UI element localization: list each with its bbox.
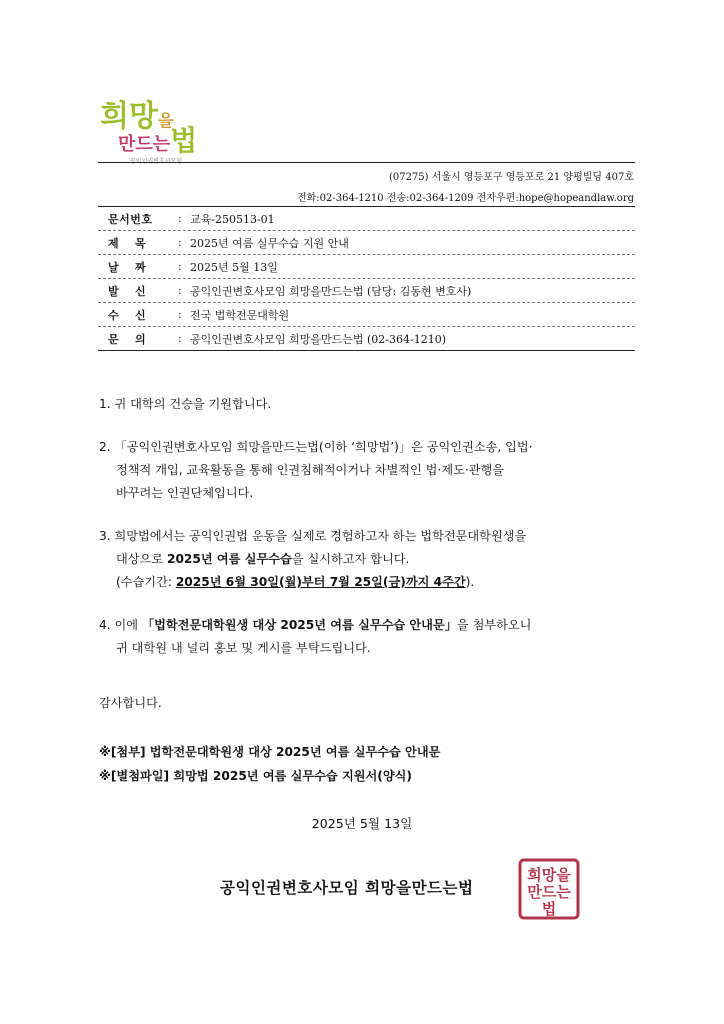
- meta-row-doc-number: 문서번호 : 교육-250513-01: [98, 207, 635, 231]
- meta-row-sender: 발 신 : 공익인권변호사모임 희망을만드는법 (담당: 김동현 변호사): [98, 279, 635, 303]
- paragraph-4: 4. 이에 「법학전문대학원생 대상 2025년 여름 실무수습 안내문」을 첨부하오니 귀 대학원 내 널리 홍보 및 게시를 부탁드립니다.: [99, 618, 532, 655]
- meta-value: 공익인권변호사모임 희망을만드는법 (담당: 김동현 변호사): [190, 284, 472, 298]
- meta-row-inquiry: 문 의 : 공익인권변호사모임 희망을만드는법 (02-364-1210): [98, 327, 635, 350]
- training-period: 2025년 6월 30일(월)부터 7월 25일(금)까지 4주간: [175, 575, 466, 589]
- header-rule: [98, 162, 635, 163]
- paragraph-2: 2. 「공익인권변호사모임 희망을만드는법(이하 ‘희망법’)」은 공익인권소송, 입법· 정책적 개입, 교육활동을 통해 인권침해적이거나 차별적인 법·제도·관행을 바꾸려는 인권단체입니다.: [99, 440, 533, 500]
- header-contact: 전화:02-364-1210 전송:02-364-1209 전자우편:hope@hopeandlaw.org: [296, 193, 634, 204]
- closing-thanks: 감사합니다.: [99, 696, 162, 710]
- header-address: (07275) 서울시 영등포구 영등포로 21 양평빌딩 407호: [388, 172, 634, 183]
- meta-label: 수 신: [108, 308, 147, 322]
- meta-label: 문서번호: [108, 212, 153, 226]
- logo-line1: 희망을: [100, 99, 174, 134]
- svg-text:법: 법: [541, 900, 557, 918]
- letter-body: [99, 393, 632, 680]
- meta-value: 전국 법학전문대학원: [190, 308, 290, 322]
- issuer-name: 공익인권변호사모임 희망을만드는법: [220, 879, 474, 897]
- paragraph-1: 1. 귀 대학의 건승을 기원합니다.: [99, 397, 272, 411]
- attachment-item: ※[별첨파일] 희망법 2025년 여름 실무수습 지원서(양식): [99, 769, 412, 783]
- logo-sub: 공익인권변호사모임: [130, 158, 183, 165]
- meta-row-recipient: 수 신 : 전국 법학전문대학원: [98, 303, 635, 327]
- official-seal: [517, 857, 581, 921]
- meta-label: 발 신: [108, 284, 147, 298]
- header-address-block: [297, 167, 634, 209]
- meta-value: 교육-250513-01: [190, 212, 275, 226]
- attachments-list: [99, 740, 440, 788]
- meta-label: 제 목: [108, 236, 147, 250]
- logo-line2: 만드는법: [118, 124, 198, 157]
- meta-value: 2025년 5월 13일: [190, 260, 278, 274]
- meta-row-subject: 제 목 : 2025년 여름 실무수습 지원 안내: [98, 231, 635, 255]
- paragraph-3: 3. 희망법에서는 공익인권법 운동을 실제로 경험하고자 하는 법학전문대학원생을 대상으로 2025년 여름 실무수습을 실시하고자 합니다. (수습기간: 2025년 6월 30일(월)부터 7월 25일(금)까지 4주간).: [99, 529, 527, 589]
- signature-date: 2025년 5월 13일: [311, 816, 413, 831]
- attachment-item: ※[첨부] 법학전문대학원생 대상 2025년 여름 실무수습 안내문: [99, 745, 441, 759]
- meta-label: 날 짜: [108, 260, 147, 274]
- hopeandlaw-logo: [100, 90, 240, 170]
- meta-value: 공익인권변호사모임 희망을만드는법 (02-364-1210): [190, 332, 447, 346]
- svg-text:만드는: 만드는: [527, 883, 571, 901]
- document-meta-table: [98, 206, 635, 351]
- svg-text:희망을: 희망을: [527, 866, 571, 884]
- meta-value: 2025년 여름 실무수습 지원 안내: [190, 236, 349, 250]
- meta-label: 문 의: [108, 332, 147, 346]
- meta-row-date: 날 짜 : 2025년 5월 13일: [98, 255, 635, 279]
